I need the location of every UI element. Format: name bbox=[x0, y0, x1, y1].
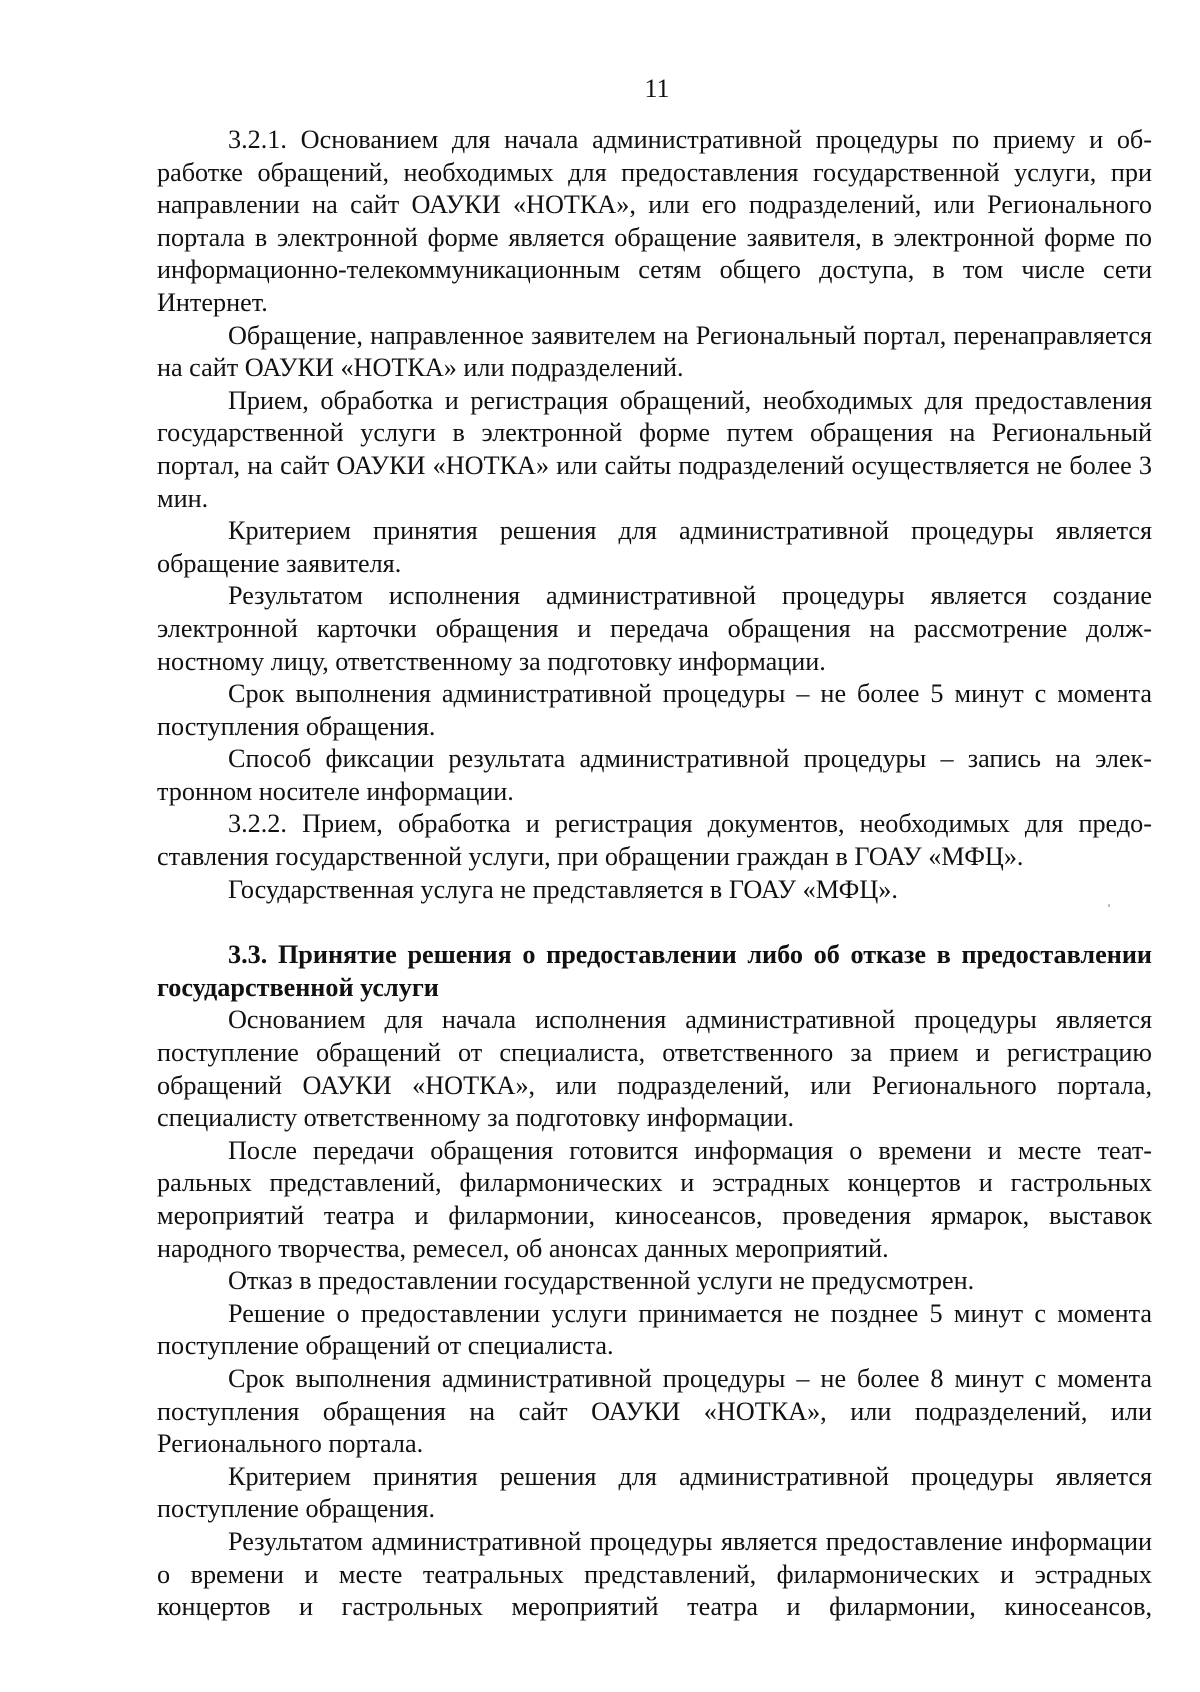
paragraph-basis: Основанием для начала исполнения административной процедуры является поступление обращений от специалиста, ответственного за прием и регистрацию обращений ОАУКИ «НОТКА», или подразделений, или Регионального портала, специалисту ответственному за подготовку информации. bbox=[157, 1005, 1152, 1133]
paragraph-decision-criterion: Критерием принятия решения для административной процедуры является поступление обращения. bbox=[157, 1461, 1152, 1524]
scan-speck bbox=[1108, 904, 1110, 907]
paragraph-3-2-1: 3.2.1. Основанием для начала административной процедуры по приему и обработке обращений, необходимых для предоставления государственной услуги, при направлении на сайт ОАУКИ «НОТКА», или его подразделений, или Регионального портала в электронной форме является обращение заявителя, в электронной форме по информационно-телекоммуникационным сетям общего доступа, в том числе сети Интернет. bbox=[157, 125, 1152, 317]
paragraph-mfc: Государственная услуга не представляется в ГОАУ «МФЦ». bbox=[228, 874, 898, 904]
section-heading-3-3: 3.3. Принятие решения о предоставлении либо об отказе в предоставлении государственной услуги bbox=[157, 940, 1152, 1002]
paragraph-execution-term: Срок выполнения административной процедуры – не более 8 минут с момента поступления обращения на сайт ОАУКИ «НОТКА», или подразделений, или Регионального портала. bbox=[157, 1363, 1152, 1459]
paragraph-3-2-2: 3.2.2. Прием, обработка и регистрация документов, необходимых для предоставления государственной услуги, при обращении граждан в ГОАУ «МФЦ». bbox=[157, 809, 1152, 872]
paragraph-deadline: Срок выполнения административной процедуры – не более 5 минут с момента поступления обращения. bbox=[157, 679, 1152, 741]
paragraph-preparation: После передачи обращения готовится информация о времени и месте театральных представлений, филармонических и эстрадных концертов и гастрольных мероприятий театра и филармонии, киносеансов, проведения ярмарок, выставок народного творчества, ремесел, об анонсах данных мероприятий. bbox=[157, 1135, 1152, 1263]
paragraph-procedure-result: Результатом административной процедуры является предоставление информации о времени и месте театральных представлений, филармонических и эстрадных концертов и гастрольных мероприятий театра и филармонии, киносеансов, bbox=[157, 1526, 1152, 1622]
paragraph-redirect: Обращение, направленное заявителем на Региональный портал, перенаправляется на сайт ОАУКИ «НОТКА» или подразделений. bbox=[157, 320, 1152, 383]
paragraph-criterion: Критерием принятия решения для административной процедуры является обращение заявителя. bbox=[157, 516, 1152, 578]
paragraph-decision: Решение о предоставлении услуги принимается не позднее 5 минут с момента поступление обращений от специалиста. bbox=[157, 1298, 1152, 1361]
document-body bbox=[157, 124, 1152, 1624]
paragraph-refusal: Отказ в предоставлении государственной услуги не предусмотрен. bbox=[228, 1266, 975, 1296]
page-number: 11 bbox=[644, 74, 670, 103]
paragraph-result: Результатом исполнения административной процедуры является создание электронной карточки обращения и передача обращения на рассмотрение должностному лицу, ответственному за подготовку информации. bbox=[157, 581, 1152, 676]
paragraph-reception: Прием, обработка и регистрация обращений, необходимых для предоставления государственной услуги в электронной форме путем обращения на Региональный портал, на сайт ОАУКИ «НОТКА» или сайты подразделений осуществляется не более 3 мин. bbox=[157, 385, 1152, 513]
paragraph-fixation: Способ фиксации результата административной процедуры – запись на электронном носителе информации. bbox=[157, 744, 1152, 806]
